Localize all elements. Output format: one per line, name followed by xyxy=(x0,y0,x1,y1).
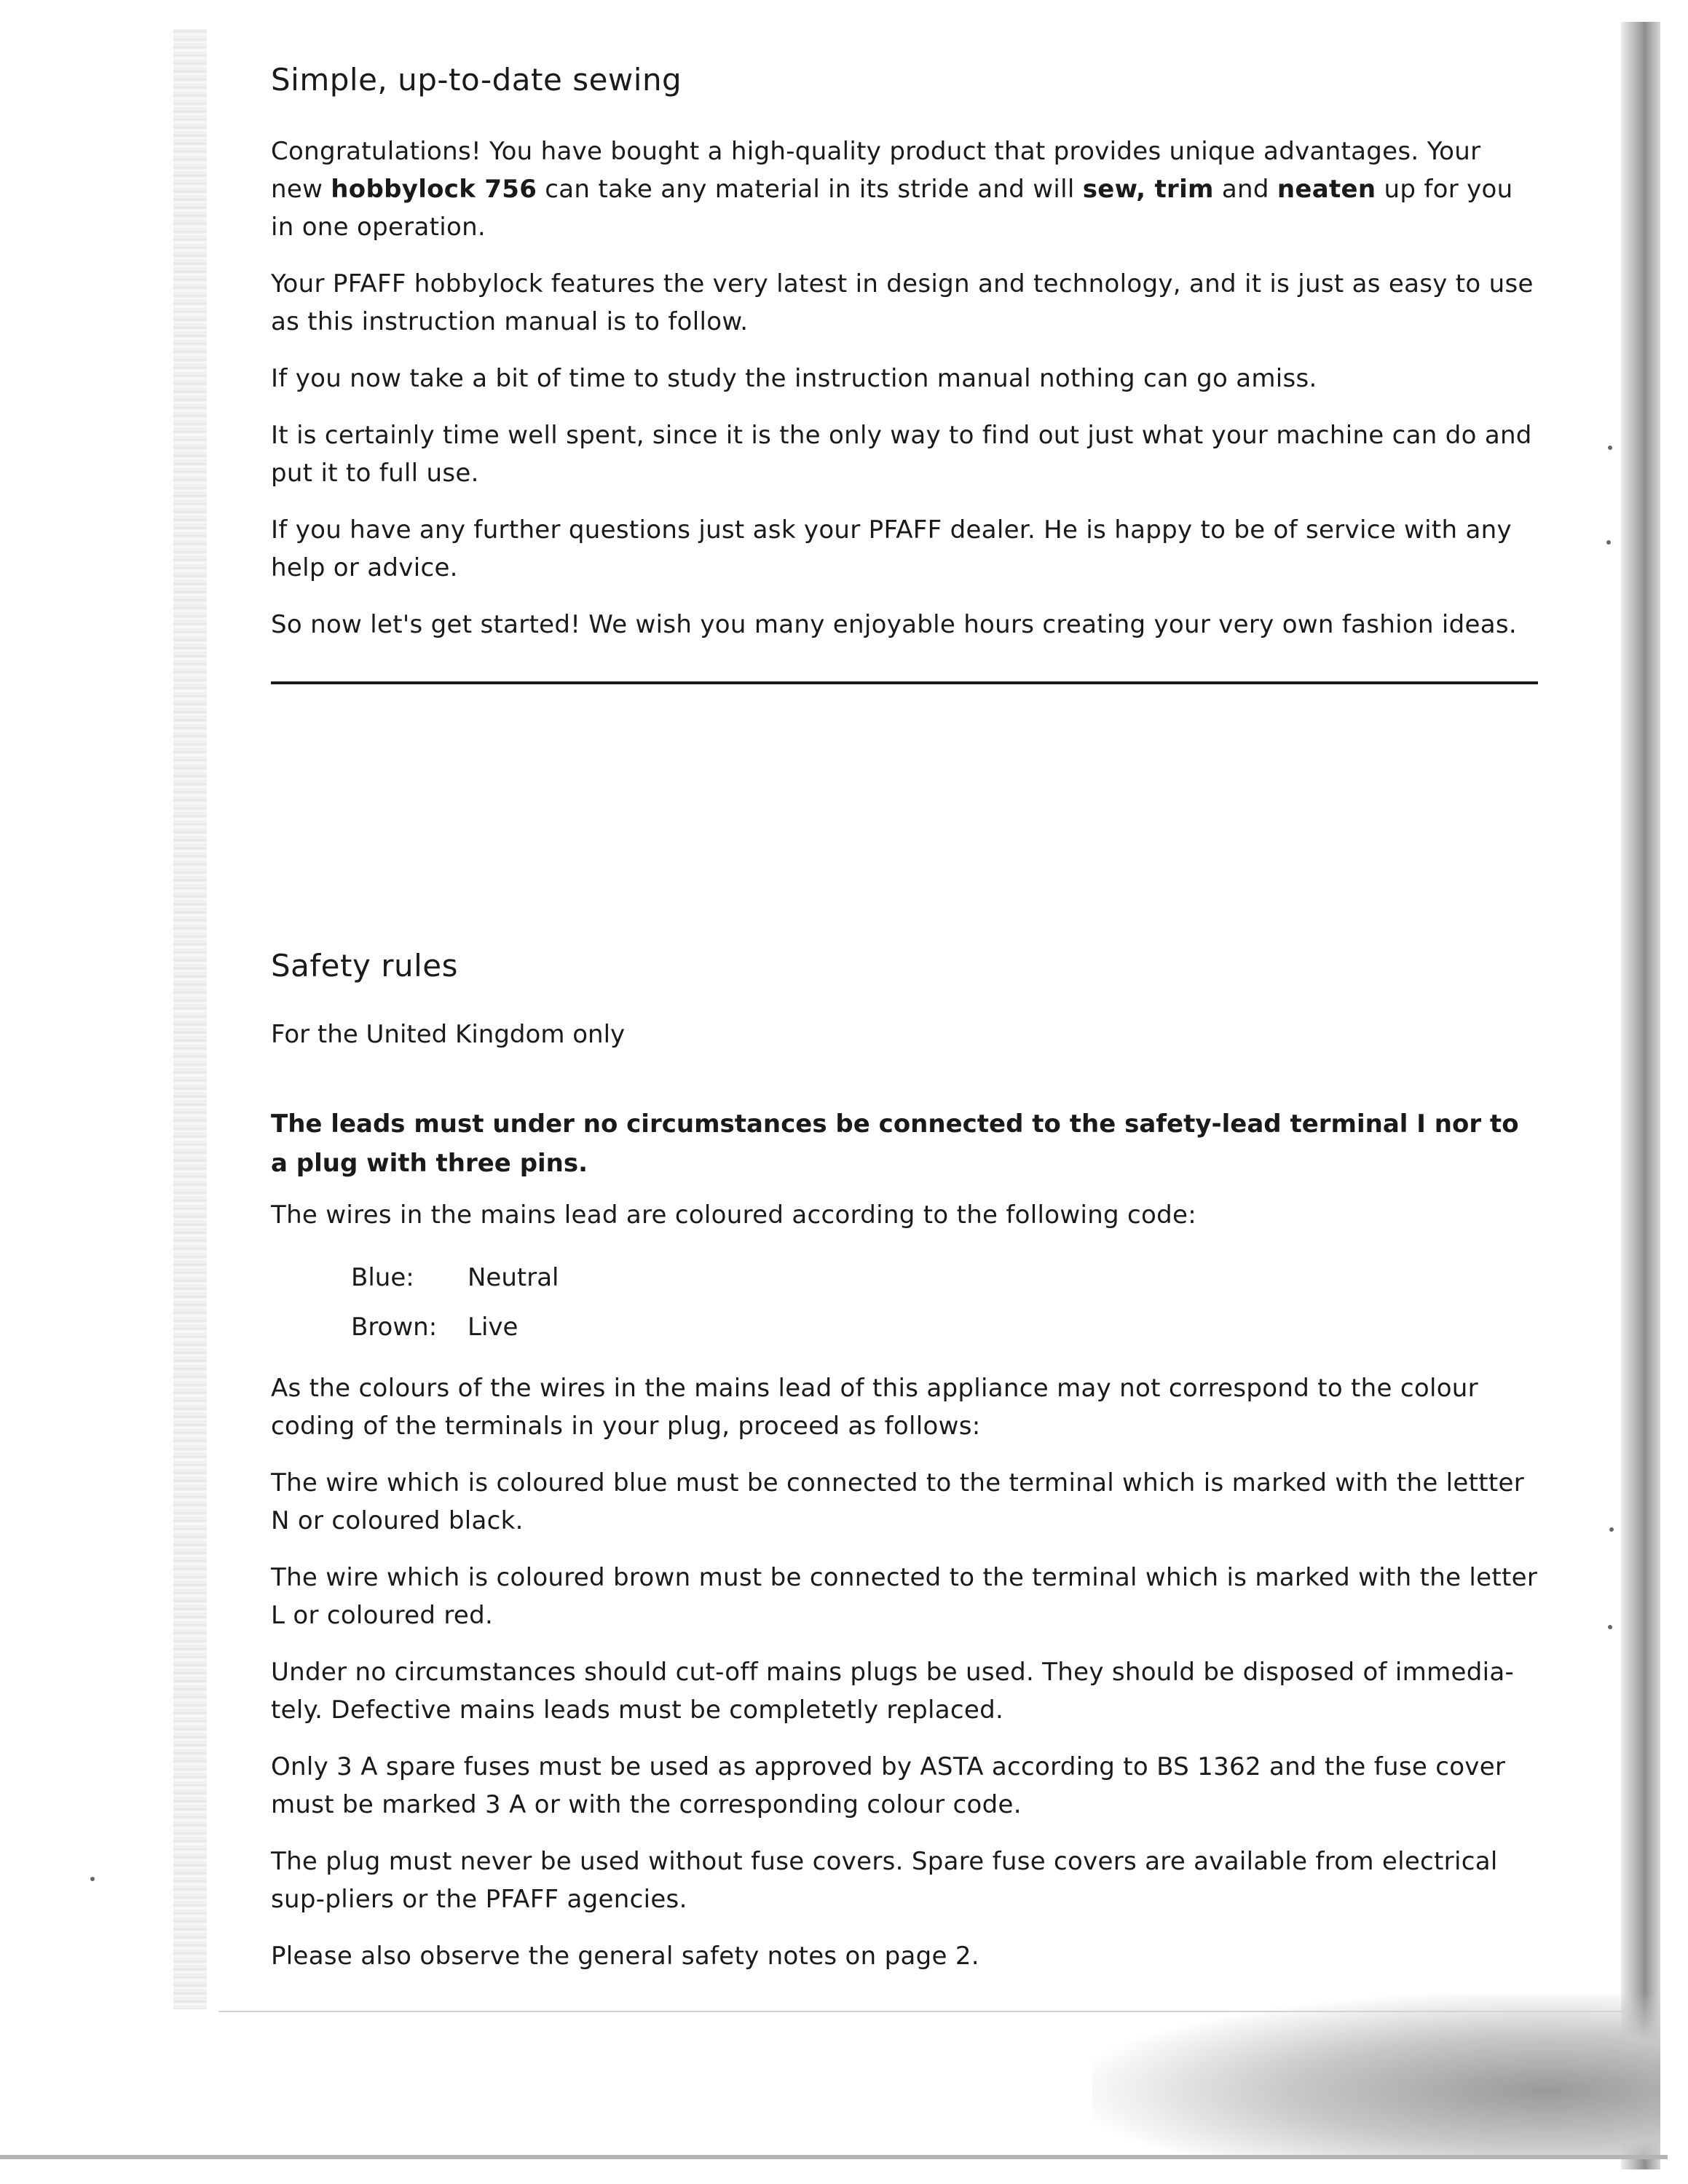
safety-region-note: For the United Kingdom only xyxy=(271,1020,626,1049)
wire-code-row xyxy=(351,1302,1538,1352)
section-simple-sewing xyxy=(271,62,1538,684)
scan-speck xyxy=(1606,540,1611,545)
wire-function-value: Neutral xyxy=(468,1263,559,1292)
paragraph-time-well-spent: It is certainly time well spent, since it is the only way to find out just what your machine can do and put it to full use. xyxy=(271,421,1532,488)
page-content xyxy=(271,58,1538,1971)
paragraph-study-manual: If you now take a bit of time to study the instruction manual nothing can go amiss. xyxy=(271,364,1317,393)
safety-warning: The leads must under no circumstances be connected to the safety-lead terminal I nor to a plug with three pins. xyxy=(271,1109,1519,1178)
scan-shadow-bottom xyxy=(1092,1995,1660,2155)
paragraph-colour-mismatch: As the colours of the wires in the mains lead of this appliance may not correspond to the colour coding of the terminals in your plug, proceed as follows: xyxy=(271,1374,1478,1441)
page-bottom-edge xyxy=(218,2011,1624,2012)
paragraph-blue-wire: The wire which is coloured blue must be connected to the terminal which is marked with the lettter N or coloured black. xyxy=(271,1468,1524,1535)
section-divider xyxy=(271,681,1538,684)
paragraph-spare-fuses: Only 3 A spare fuses must be used as approved by ASTA according to BS 1362 and the fuse cover must be marked 3 A or with the corresponding colour code. xyxy=(271,1752,1506,1819)
paragraph-design: Your PFAFF hobbylock features the very latest in design and technology, and it is just as easy to use as this instruction manual is to follow. xyxy=(271,269,1534,336)
scan-speck xyxy=(1608,446,1612,450)
paragraph-get-started: So now let's get started! We wish you many enjoyable hours creating your very own fashion ideas. xyxy=(271,610,1518,639)
wire-function-value: Live xyxy=(468,1313,518,1342)
scan-speck xyxy=(1609,1527,1614,1532)
wire-color-code-table xyxy=(351,1253,1538,1352)
section-title-sewing: Simple, up-to-date sewing xyxy=(271,62,682,98)
paragraph-brown-wire: The wire which is coloured brown must be connected to the terminal which is marked with the letter L or coloured red. xyxy=(271,1563,1538,1630)
paragraph-fuse-covers: The plug must never be used without fuse covers. Spare fuse covers are available from electrical sup-pliers or the PFAFF agencies. xyxy=(271,1847,1498,1914)
section-title-safety: Safety rules xyxy=(271,948,458,984)
intro-paragraph: Congratulations! You have bought a high-quality product that provides unique advantages. Your new hobbylock 756 can take any material in its stride and will sew, trim and neaten up for you in one operation. xyxy=(271,137,1513,242)
feature-sew-trim: sew, trim xyxy=(1082,175,1214,204)
feature-neaten: neaten xyxy=(1277,175,1376,204)
scan-edge-left xyxy=(173,29,207,2009)
wire-color-label: Brown: xyxy=(351,1313,438,1342)
scan-edge-right xyxy=(1621,22,1660,2169)
scan-speck xyxy=(1608,1625,1612,1629)
wire-color-label: Blue: xyxy=(351,1263,414,1292)
product-name: hobbylock 756 xyxy=(331,175,537,204)
paragraph-dealer: If you have any further questions just ask your PFAFF dealer. He is happy to be of service with any help or advice. xyxy=(271,515,1512,582)
wire-code-row xyxy=(351,1253,1538,1302)
scan-bottom-line xyxy=(0,2155,1668,2159)
paragraph-general-notes: Please also observe the general safety notes on page 2. xyxy=(271,1942,979,1971)
paragraph-cut-off-plugs: Under no circumstances should cut-off mains plugs be used. They should be disposed of immedia-tely. Defective mains leads must be completetly replaced. xyxy=(271,1658,1515,1725)
section-safety-rules xyxy=(271,948,1538,1994)
scan-speck xyxy=(90,1877,95,1881)
wire-code-intro: The wires in the mains lead are coloured according to the following code: xyxy=(271,1200,1196,1230)
